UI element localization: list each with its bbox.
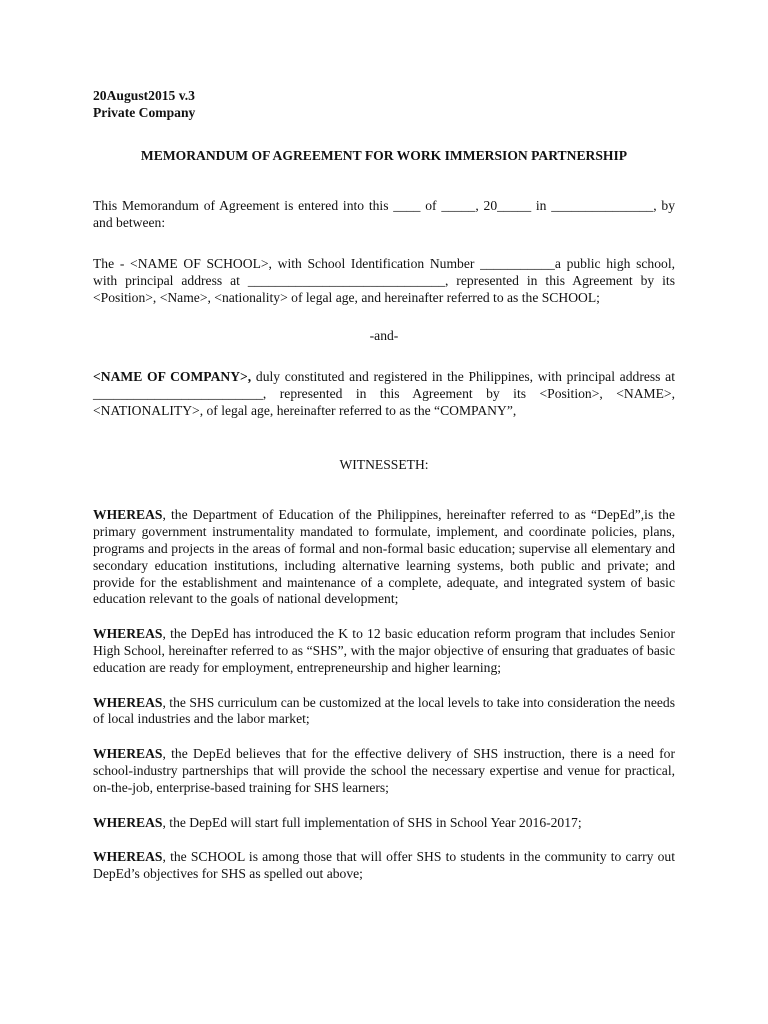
whereas-clause: [93, 626, 675, 676]
whereas-keyword: WHEREAS: [93, 814, 163, 830]
intro-paragraph: This Memorandum of Agreement is entered into this ____ of _____, 20_____ in _______________, by and between:: [93, 198, 675, 231]
document-body: [93, 88, 675, 883]
whereas-keyword: WHEREAS: [93, 626, 163, 642]
witnesseth-heading: WITNESSETH:: [339, 456, 429, 472]
whereas-clause: [93, 695, 675, 729]
version-label: 20August2015 v.3: [93, 88, 195, 103]
category-label: Private Company: [93, 104, 196, 120]
school-party-paragraph: The - <NAME OF SCHOOL>, with School Identification Number ___________a public high school, with principal address at _____________________________, represented in this Agreement by its <Position>, <Name>, <nationality> of legal age, and hereinafter referred to as the SCHOOL;: [93, 255, 675, 305]
whereas-text: , the DepEd will start full implementation of SHS in School Year 2016-2017;: [162, 814, 582, 830]
whereas-text: , the DepEd has introduced the K to 12 basic education reform program that includes Senior High School, hereinafter referred to as “SHS”, with the major objective of ensuring that graduates of basic education are ready for employment, entrepreneurship and higher learning;: [93, 626, 675, 675]
whereas-clause: [93, 849, 675, 883]
whereas-clause: [93, 815, 675, 832]
and-separator: -and-: [369, 328, 399, 344]
company-party-paragraph: [93, 369, 675, 419]
whereas-keyword: WHEREAS: [93, 507, 163, 523]
whereas-clause: [93, 746, 675, 796]
whereas-text: , the SCHOOL is among those that will offer SHS to students in the community to carry out DepEd’s objectives for SHS as spelled out above;: [93, 849, 675, 882]
whereas-text: , the Department of Education of the Philippines, hereinafter referred to as “DepEd”,is the primary government instrumentality mandated to formulate, implement, and coordinate policies, plans, programs and projects in the areas of formal and non-formal basic education; supervise all elementary and secondary education institutions, including alternative learning systems, both public and private; and provide for the establishment and maintenance of a complete, adequate, and integrated system of basic education relevant to the goals of national development;: [93, 507, 675, 607]
whereas-clause: [93, 507, 675, 608]
whereas-text: , the DepEd believes that for the effective delivery of SHS instruction, there is a need for school-industry partnerships that will provide the school the necessary expertise and venue for practical, on-the-job, enterprise-based training for SHS learners;: [93, 746, 675, 795]
company-name-placeholder: <NAME OF COMPANY>,: [93, 369, 252, 385]
whereas-keyword: WHEREAS: [93, 694, 163, 710]
whereas-keyword: WHEREAS: [93, 849, 163, 865]
company-party-text: duly constituted and registered in the Philippines, with principal address at _________________________, represented in this Agreement by its <Position>, <NAME>, <NATIONALITY>, of legal age, hereinafter referred to as the “COMPANY”,: [93, 369, 675, 418]
document-title: MEMORANDUM OF AGREEMENT FOR WORK IMMERSION PARTNERSHIP: [140, 147, 628, 163]
whereas-text: , the SHS curriculum can be customized at the local levels to take into consideration the needs of local industries and the labor market;: [93, 694, 675, 727]
whereas-keyword: WHEREAS: [93, 746, 163, 762]
